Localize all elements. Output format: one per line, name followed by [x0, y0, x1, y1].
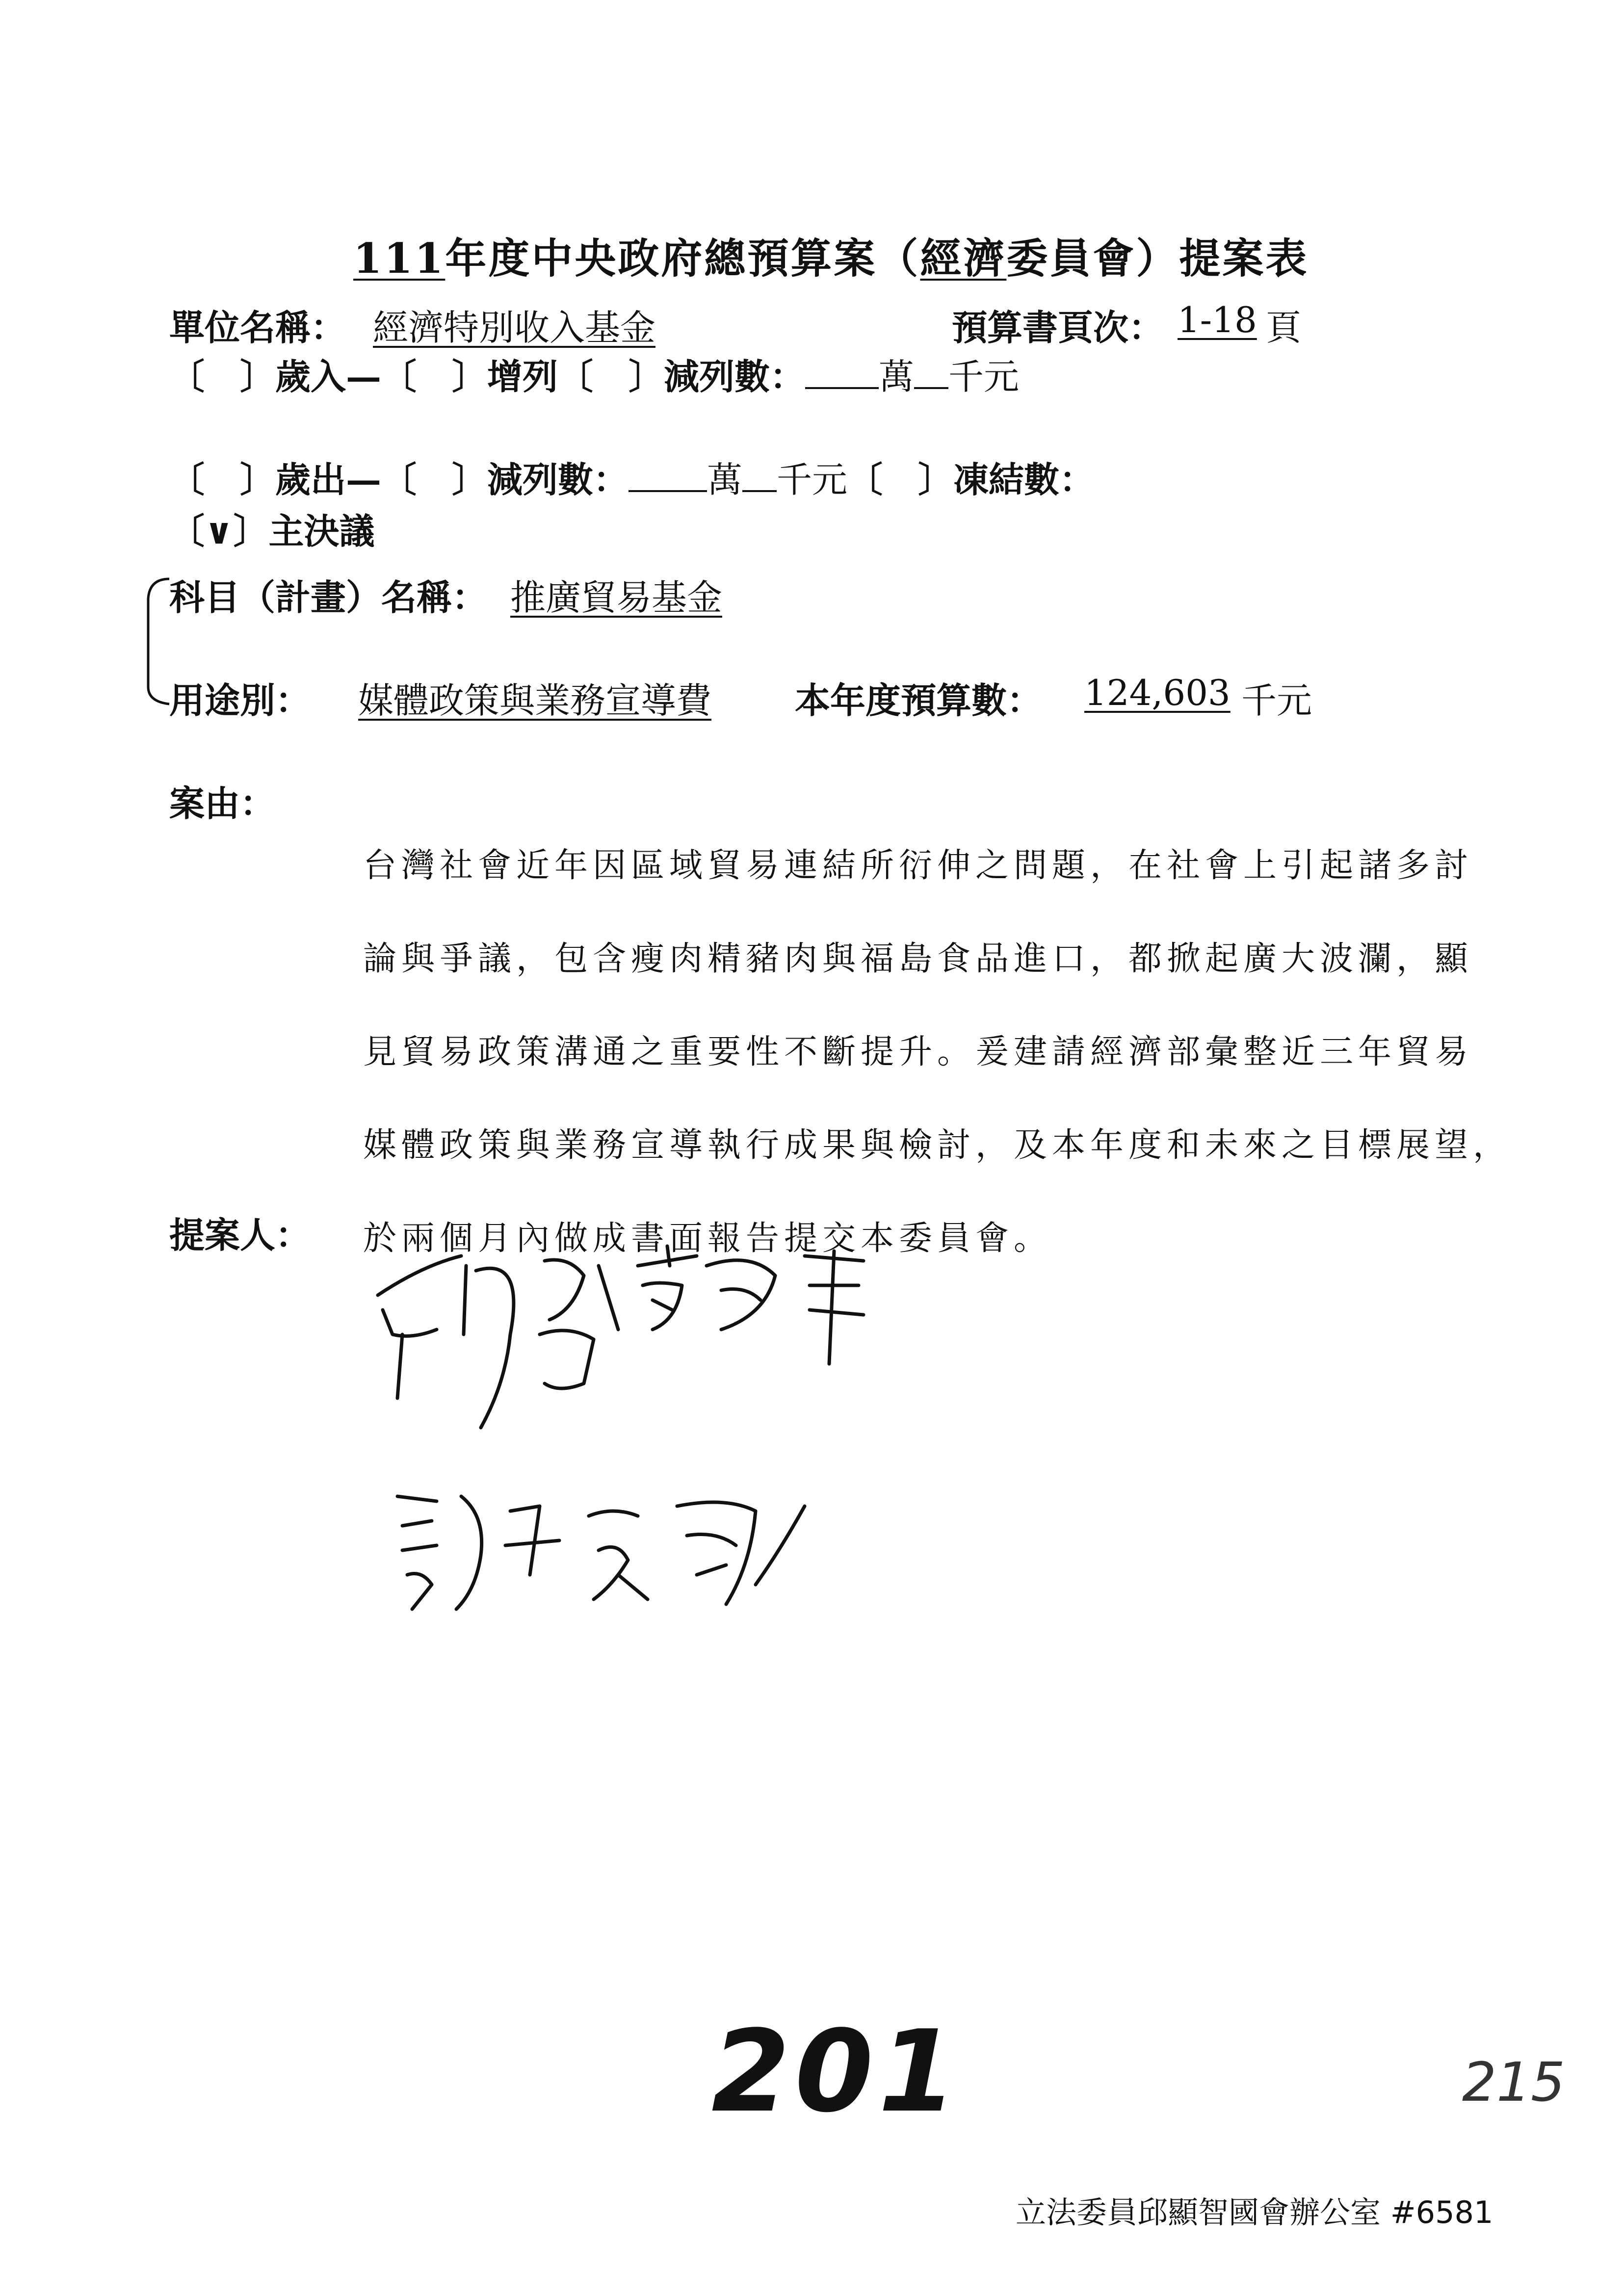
reason-label: 案由： — [169, 783, 276, 824]
budget-unit: 千元 — [1241, 680, 1312, 721]
signature-2 — [623, 1236, 878, 1383]
expenditure-label: 〔 〕歲出—〔 〕減列數： — [169, 459, 629, 500]
revenue-qian: 千元 — [948, 356, 1020, 397]
expenditure-line — [169, 451, 1095, 502]
budget-value: 124,603 — [1084, 672, 1231, 713]
title-suffix: 委員會）提案表 — [1006, 234, 1309, 283]
page-number-secondary: 215 — [1462, 2051, 1565, 2113]
title-prefix: 年度中央政府總預算案（ — [445, 234, 920, 283]
reason-line: 見貿易政策溝通之重要性不斷提升。爰建請經濟部彙整近三年貿易 — [363, 1033, 1473, 1071]
subject-label: 科目（計畫）名稱： — [169, 576, 488, 618]
freeze-label: 〔 〕凍結數： — [847, 459, 1095, 500]
budget-label: 本年度預算數： — [795, 679, 1043, 721]
revenue-wan-blank — [805, 358, 879, 389]
subject-value: 推廣貿易基金 — [510, 577, 723, 618]
revenue-wan: 萬 — [879, 356, 915, 397]
bracket-mark — [142, 569, 172, 711]
revenue-qian-blank — [914, 358, 948, 389]
unit-label: 單位名稱： — [169, 307, 346, 348]
revenue-label: 〔 〕歲入—〔 〕增列〔 〕減列數： — [169, 356, 806, 397]
reason-line: 台灣社會近年因區域貿易連結所衍伸之問題，在社會上引起諸多討 — [363, 846, 1473, 885]
revenue-line — [169, 348, 1019, 399]
page-ref-unit: 頁 — [1266, 307, 1302, 348]
title-committee: 經濟 — [920, 234, 1007, 283]
expenditure-qian: 千元 — [777, 459, 848, 500]
title-year: 111 — [353, 234, 445, 283]
signature-3 — [383, 1477, 824, 1634]
reason-line: 論與爭議，包含瘦肉精豬肉與福島食品進口，都掀起廣大波瀾，顯 — [363, 939, 1473, 978]
reason-body — [363, 819, 1521, 1285]
reason-line: 媒體政策與業務宣導執行成果與檢討，及本年度和未來之目標展望， — [363, 1126, 1512, 1165]
main-resolution: 〔∨〕主決議 — [169, 510, 375, 552]
footer-office: 立法委員邱顯智國會辦公室 #6581 — [1016, 2194, 1493, 2230]
usage-value: 媒體政策與業務宣導費 — [358, 680, 712, 721]
page-ref-value: 1-18 — [1178, 299, 1257, 340]
page-title — [353, 226, 1309, 285]
expenditure-qian-blank — [742, 461, 777, 492]
expenditure-wan-blank — [629, 461, 707, 492]
page-ref-label: 預算書頁次： — [952, 307, 1164, 348]
unit-value: 經濟特別收入基金 — [373, 307, 656, 348]
page-number: 201 — [711, 2007, 962, 2138]
signature-1 — [363, 1236, 638, 1442]
proposer-label: 提案人： — [169, 1214, 311, 1256]
reason-line: 於兩個月內做成書面報告提交本委員會。 — [363, 1219, 1052, 1258]
expenditure-wan: 萬 — [707, 459, 743, 500]
usage-label: 用途別： — [169, 679, 311, 721]
